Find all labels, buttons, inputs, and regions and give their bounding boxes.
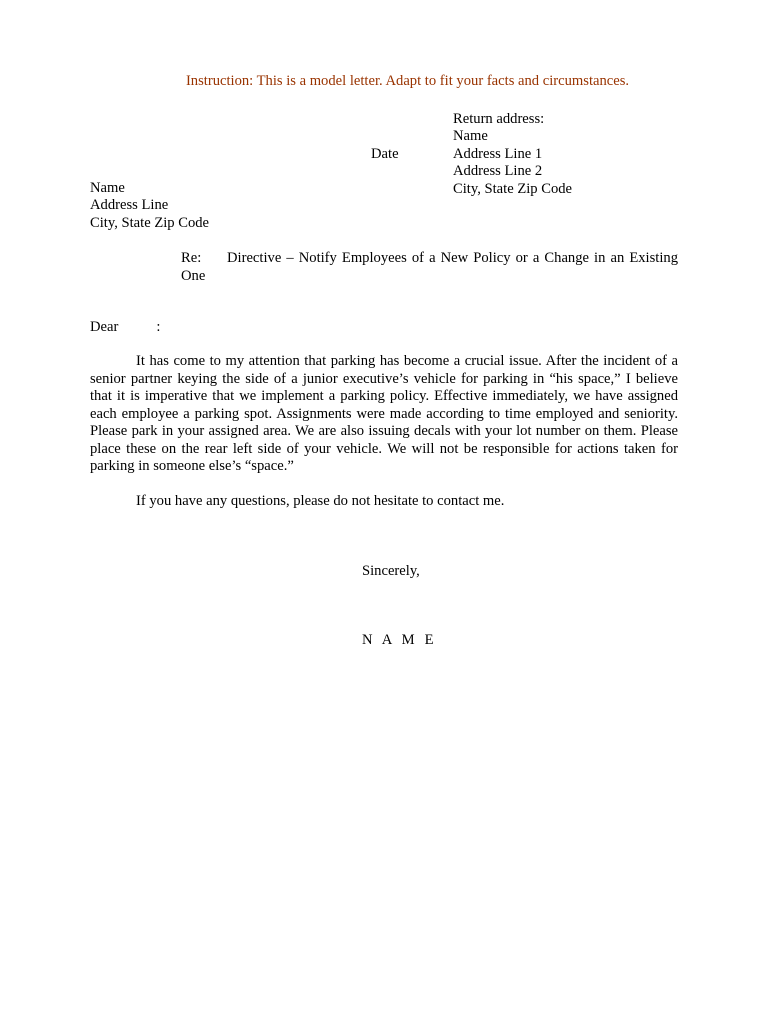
return-address-name: Name [453, 128, 488, 145]
closing: Sincerely, [362, 563, 420, 579]
return-address-line1: Address Line 1 [453, 145, 543, 162]
return-address-city-state-zip: City, State Zip Code [453, 180, 573, 197]
salutation-colon: : [156, 319, 161, 335]
body-paragraph-2: If you have any questions, please do not hesitate to contact me. [136, 493, 505, 509]
re-label: Re: [181, 250, 202, 266]
return-address-block [453, 111, 572, 198]
recipient-name: Name [90, 180, 125, 196]
recipient-address: Address Line [90, 197, 169, 214]
instruction-note: Instruction: This is a model letter. Adapt to fit your facts and circumstances. [185, 73, 630, 89]
salutation-word: Dear [90, 319, 119, 335]
recipient-address-block [90, 180, 209, 232]
letter-date: Date [371, 146, 399, 162]
salutation [90, 319, 160, 337]
body-paragraph-1: It has come to my attention that parking has become a crucial issue. After the incident of a senior partner keying the side of a junior executive’s vehicle for parking in “his space,” I believe that it is imperative that we implement a parking policy. Effective immediately, we have assigned each employee a parking spot. Assignments were made according to time employed and seniority. Please park in your assigned area. We are also issuing decals with your lot number on them. Please place these on the rear left side of your vehicle. We will not be responsible for actions taken for parking in someone else’s “space.” [90, 353, 678, 474]
recipient-city-state-zip: City, State Zip Code [90, 214, 210, 231]
re-subject: Directive – Notify Employees of a New Policy or a Change in an Existing One [181, 250, 678, 284]
return-address-line2: Address Line 2 [453, 163, 543, 180]
return-address-heading: Return address: [453, 111, 545, 127]
signature-name: N A M E [362, 632, 437, 648]
